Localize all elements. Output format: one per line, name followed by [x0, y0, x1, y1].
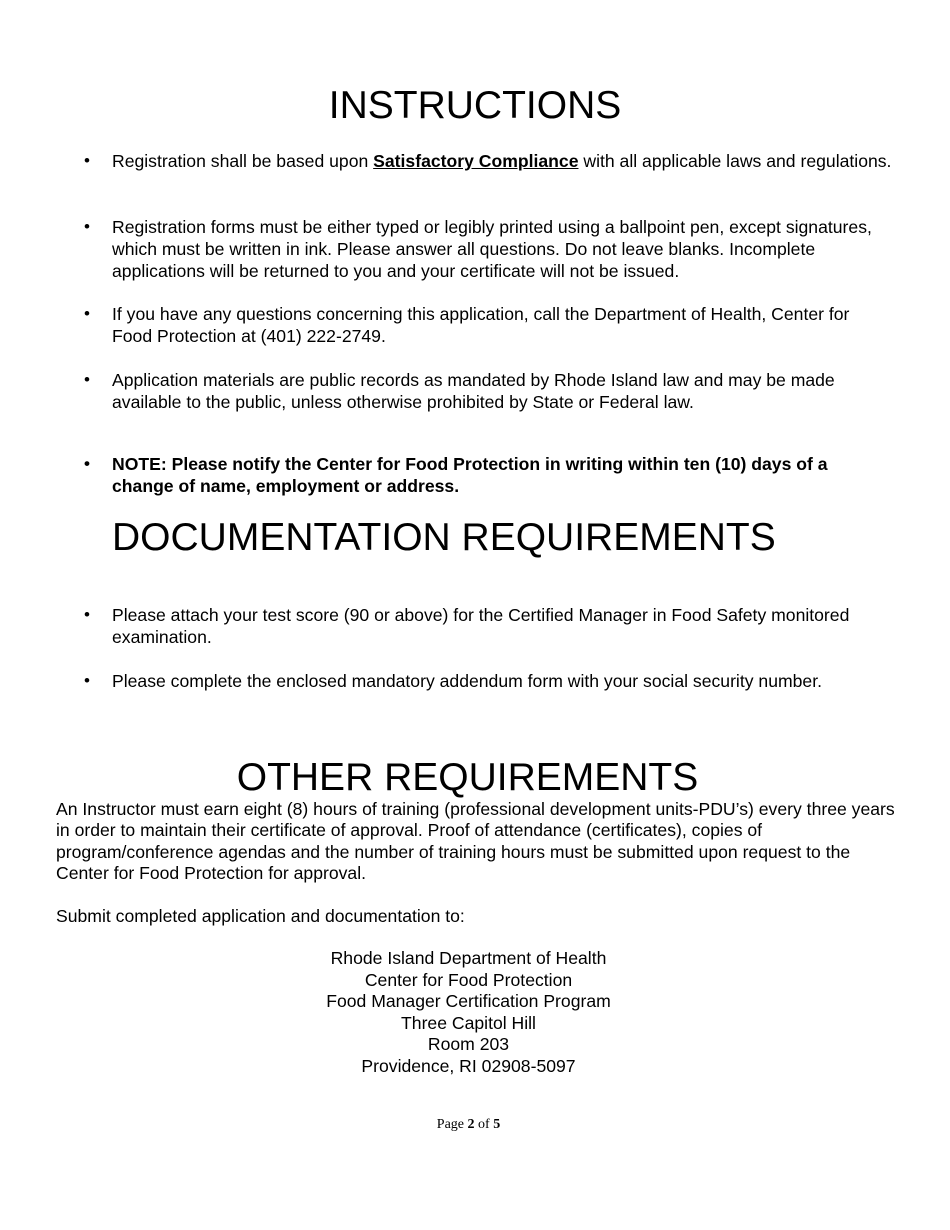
mailing-address	[0, 948, 937, 1078]
satisfactory-compliance-emphasis: Satisfactory Compliance	[373, 151, 579, 171]
instruction-item-note: • NOTE: Please notify the Center for Food Protection in writing within ten (10) days of a change of name, employment or address.	[112, 453, 892, 497]
instruction-text-after: with all applicable laws and regulations.	[578, 151, 892, 171]
instruction-item-public-records: • Application materials are public records as mandated by Rhode Island law and may be made available to the public, unless otherwise prohibited by State or Federal law.	[112, 369, 892, 413]
other-requirements-heading: OTHER REQUIREMENTS	[236, 756, 699, 799]
instruction-item-forms: • Registration forms must be either typed or legibly printed using a ballpoint pen, except signatures, which must be written in ink. Please answer all questions. Do not leave blanks. Incomplete applications will be returned to you and your certificate will not be issued.	[112, 216, 892, 282]
address-line: Center for Food Protection	[364, 969, 573, 990]
address-line: Rhode Island Department of Health	[330, 948, 607, 968]
page-number-footer	[0, 1116, 937, 1134]
documentation-item-test-score: • Please attach your test score (90 or above) for the Certified Manager in Food Safety monitored examination.	[112, 604, 892, 648]
address-line: Providence, RI 02908-5097	[361, 1055, 576, 1076]
submit-instruction: Submit completed application and documentation to:	[56, 906, 465, 926]
of-word: of	[478, 1117, 490, 1132]
other-requirements-paragraph: An Instructor must earn eight (8) hours of training (professional development units-PDU’s) every three years in order to maintain their certificate of approval. Proof of attendance (certificates), copies of program/conference agendas and the number of training hours must be submitted upon request to the Center for Food Protection for approval.	[56, 799, 895, 884]
address-line: Food Manager Certification Program	[326, 991, 611, 1012]
page-word: Page	[436, 1117, 465, 1132]
instruction-item-compliance	[112, 150, 892, 172]
current-page-number: 2	[467, 1117, 475, 1132]
documentation-item-addendum: • Please complete the enclosed mandatory addendum form with your social security number.	[112, 670, 892, 692]
address-line: Room 203	[427, 1034, 510, 1055]
documentation-heading: DOCUMENTATION REQUIREMENTS	[112, 516, 776, 559]
instruction-item-questions: • If you have any questions concerning this application, call the Department of Health, Center for Food Protection at (401) 222-2749.	[112, 303, 892, 347]
instruction-text-before: Registration shall be based upon	[112, 151, 374, 171]
address-line: Three Capitol Hill	[401, 1012, 536, 1033]
total-page-count: 5	[493, 1117, 501, 1132]
instructions-heading: INSTRUCTIONS	[328, 84, 622, 127]
